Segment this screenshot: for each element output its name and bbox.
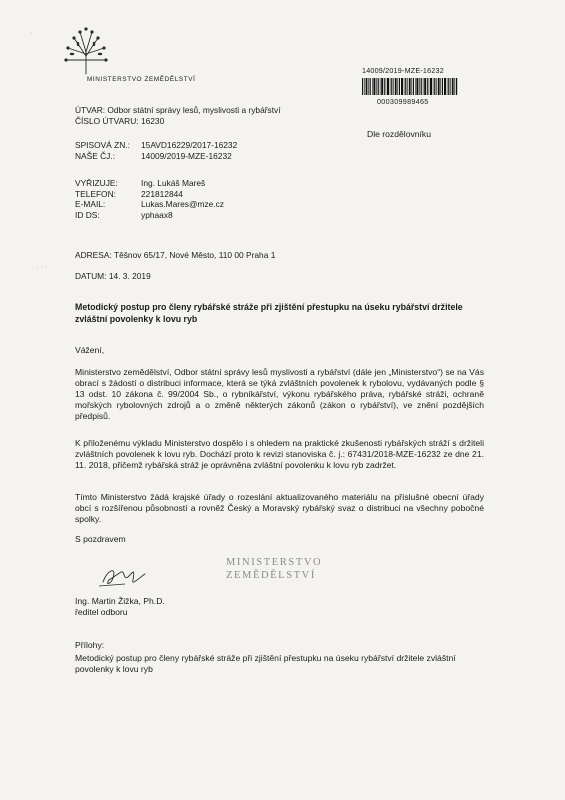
attachments-text: Metodický postup pro členy rybářské stráže při zjištění přestupku na úseku rybářství držitele zvláštní povolenky k lovu ryb bbox=[75, 653, 456, 674]
address-label: ADRESA: bbox=[75, 250, 112, 260]
scan-mark: · · · bbox=[36, 264, 47, 271]
paragraph-3: Tímto Ministerstvo žádá krajské úřady o rozeslání aktualizovaného materiálu na příslušné obecní úřady obcí s rozšířenou působností a rovněž Český a Moravský rybářský svaz o distribuci na všechny pobočné spolky. bbox=[75, 492, 484, 524]
ministry-name: MINISTERSTVO ZEMĚDĚLSTVÍ bbox=[87, 76, 196, 83]
cislo-utvaru-label: ČÍSLO ÚTVARU: bbox=[75, 115, 139, 126]
closing: S pozdravem bbox=[75, 534, 126, 544]
email-value: Lukas.Mares@mze.cz bbox=[141, 199, 224, 209]
official-stamp bbox=[226, 556, 322, 582]
address-line bbox=[75, 250, 275, 261]
email-label: E-MAIL: bbox=[75, 199, 106, 209]
signer-title: ředitel odboru bbox=[75, 607, 128, 617]
cislo-utvaru-value: 16230 bbox=[140, 115, 165, 126]
telefon-value: 221812844 bbox=[141, 188, 183, 199]
stamp-line-1: MINISTERSTVO bbox=[226, 557, 323, 568]
spisova-value: 15AVD16229/2017-16232 bbox=[141, 140, 238, 150]
scan-mark: · bbox=[30, 30, 33, 37]
signature-icon bbox=[95, 560, 165, 590]
vyrizuje-label: VYŘIZUJE: bbox=[75, 178, 118, 188]
date-line bbox=[75, 271, 151, 282]
signer-name: Ing. Martin Žižka, Ph.D. bbox=[75, 596, 165, 606]
signer-block bbox=[75, 596, 165, 618]
spisova-label: SPISOVÁ ZN.: bbox=[75, 140, 130, 150]
address-value: Těšnov 65/17, Nové Město, 110 00 Praha 1 bbox=[113, 250, 276, 260]
salutation: Vážení, bbox=[75, 345, 105, 355]
recipient: Dle rozdělovníku bbox=[367, 129, 432, 139]
paragraph-2: K přiloženému výkladu Ministerstvo dospělo i s ohledem na praktické zkušenosti rybářských stráží s držiteli zvláštních povolenek k lovu ryb. Dochází proto k revizi stanoviska č. j.: 67431/2018-MZE-16232 ze dne 21. 11. 2018, přičemž rybářská stráž je oprávněna zvláštní povolenku k lovu ryb zadržet. bbox=[75, 438, 484, 470]
letter-subject: Metodický postup pro členy rybářské stráže při zjištění přestupku na úseku rybářství držitele zvláštní povolenky k lovu ryb bbox=[75, 302, 463, 324]
telefon-label: TELEFON: bbox=[75, 188, 116, 199]
file-block bbox=[75, 140, 237, 161]
id-ds-label: ID DS: bbox=[75, 209, 100, 220]
vyrizuje-value: Ing. Lukáš Mareš bbox=[141, 178, 206, 188]
barcode-icon bbox=[362, 78, 458, 95]
contact-block bbox=[75, 178, 224, 220]
date-value: 14. 3. 2019 bbox=[108, 271, 151, 281]
utvar-value: Odbor státní správy lesů, myslivosti a rybářství bbox=[107, 105, 281, 115]
date-label: DATUM: bbox=[75, 271, 107, 281]
nase-cj-label: NAŠE ČJ.: bbox=[75, 150, 116, 161]
utvar-label: ÚTVAR: bbox=[75, 105, 106, 115]
barcode-number: 000309989465 bbox=[377, 97, 429, 106]
stamp-line-2: ZEMĚDĚLSTVÍ bbox=[226, 570, 316, 581]
attachments-heading: Přílohy: bbox=[75, 640, 105, 650]
id-ds-value: yphaax8 bbox=[141, 209, 173, 220]
office-block bbox=[75, 105, 281, 126]
nase-cj-value: 14009/2019-MZE-16232 bbox=[141, 150, 232, 161]
reference-number: 14009/2019-MZE-16232 bbox=[362, 66, 444, 75]
ministry-logo-icon bbox=[56, 26, 116, 76]
paragraph-1: Ministerstvo zemědělství, Odbor státní správy lesů myslivosti a rybářství (dále jen „Ministerstvo“) se na Vás obrací s žádostí o distribuci informace, která se týká zvláštních povolenek k rybolovu, vydávaných podle § 13 odst. 10 zákona č. 99/2004 Sb., o rybníkářství, výkonu rybářského práva, rybářské stráži, ochraně mořských rybolovných zdrojů a o změně některých zákonů (zákon o rybářství), ve znění pozdějších předpisů. bbox=[75, 367, 484, 421]
